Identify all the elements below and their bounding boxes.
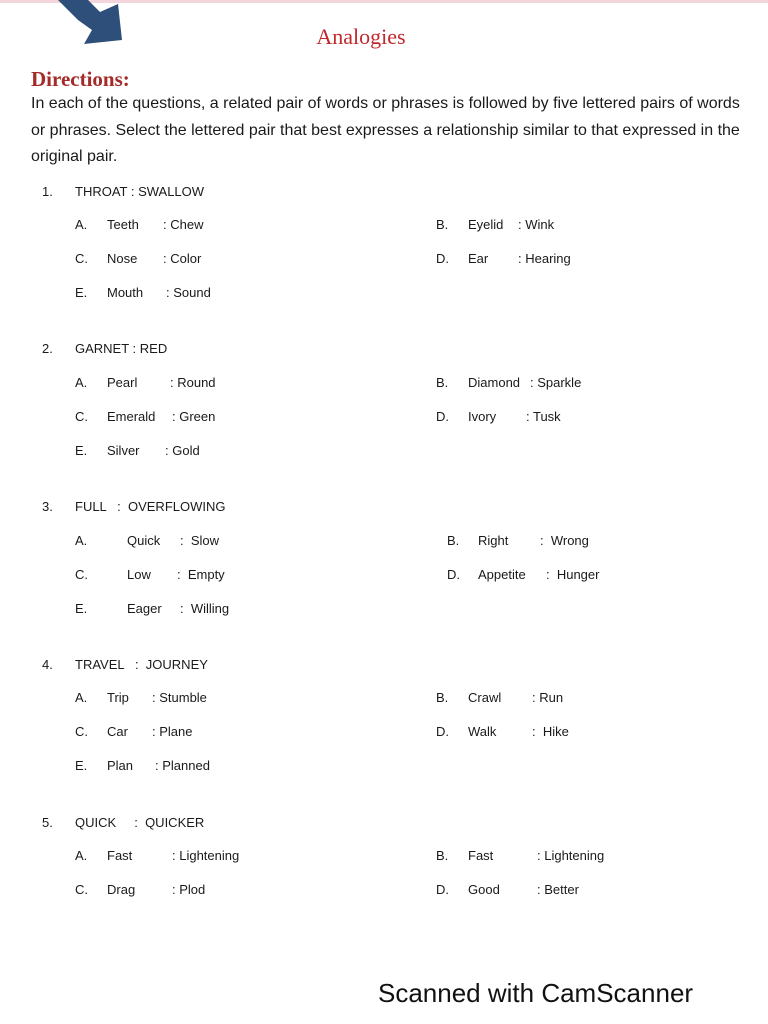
option-letter: C. (75, 567, 88, 582)
option-word: Car (107, 724, 128, 739)
option-word: Trip (107, 690, 129, 705)
question-number: 3. (42, 499, 53, 514)
option-letter: B. (436, 217, 449, 232)
option-pair-word: : Hunger (546, 567, 600, 582)
option-word: Silver (107, 443, 140, 458)
option-word: Drag (107, 882, 136, 897)
option-word: Good (468, 882, 500, 897)
option-pair-word: : Empty (177, 567, 225, 582)
option-word: Pearl (107, 375, 138, 390)
option-pair-word: : Wink (518, 217, 555, 232)
option-word: Appetite (478, 567, 526, 582)
option-pair-word: : Chew (163, 217, 204, 232)
option-pair-word: : Slow (180, 533, 220, 548)
option-pair-word: : Hike (532, 724, 569, 739)
question-number: 2. (42, 341, 53, 356)
option-letter: E. (75, 443, 88, 458)
option-word: Emerald (107, 409, 156, 424)
option-word: Diamond (468, 375, 521, 390)
option-letter: B. (436, 848, 449, 863)
option-letter: C. (75, 724, 88, 739)
option-letter: D. (436, 251, 449, 266)
option-pair-word: : Gold (165, 443, 200, 458)
option-word: Right (478, 533, 509, 548)
option-word: Low (127, 567, 151, 582)
option-pair-word: : Wrong (540, 533, 589, 548)
option-letter: D. (436, 409, 449, 424)
option-pair-word: : Stumble (152, 690, 207, 705)
question-pair: THROAT : SWALLOW (75, 184, 205, 199)
option-letter: D. (447, 567, 460, 582)
option-letter: B. (436, 690, 449, 705)
option-word: Nose (107, 251, 138, 266)
option-pair-word: : Planned (155, 758, 210, 773)
option-letter: B. (447, 533, 460, 548)
option-pair-word: : Hearing (518, 251, 571, 266)
option-word: Eager (127, 601, 162, 616)
option-pair-word: : Sound (166, 285, 211, 300)
option-letter: B. (436, 375, 449, 390)
option-word: Fast (468, 848, 494, 863)
option-letter: A. (75, 217, 88, 232)
option-pair-word: : Tusk (526, 409, 561, 424)
option-pair-word: : Willing (180, 601, 230, 616)
question-pair: TRAVEL : JOURNEY (75, 657, 208, 672)
option-letter: A. (75, 375, 88, 390)
option-letter: A. (75, 533, 88, 548)
directions-text: In each of the questions, a related pair of words or phrases is followed by five lettered pairs of words or phrases. Select the lettered pair that best expresses a relationship similar to that expressed in the original pair. (31, 95, 740, 165)
option-letter: D. (436, 724, 449, 739)
option-pair-word: : Better (537, 882, 579, 897)
option-word: Teeth (107, 217, 139, 232)
option-word: Ear (468, 251, 489, 266)
option-letter: E. (75, 758, 88, 773)
question-pair: GARNET : RED (75, 341, 168, 356)
question-number: 1. (42, 184, 53, 199)
option-pair-word: : Run (532, 690, 564, 705)
option-word: Crawl (468, 690, 502, 705)
option-letter: E. (75, 285, 88, 300)
option-word: Fast (107, 848, 133, 863)
option-word: Plan (107, 758, 134, 773)
option-pair-word: : Green (172, 409, 216, 424)
option-pair-word: : Lightening (537, 848, 605, 863)
option-word: Walk (468, 724, 497, 739)
option-pair-word: : Lightening (172, 848, 240, 863)
option-pair-word: : Sparkle (530, 375, 582, 390)
option-word: Quick (127, 533, 161, 548)
option-pair-word: : Color (163, 251, 202, 266)
option-letter: D. (436, 882, 449, 897)
option-word: Eyelid (468, 217, 504, 232)
option-letter: E. (75, 601, 88, 616)
option-pair-word: : Plane (152, 724, 193, 739)
option-letter: C. (75, 251, 88, 266)
option-word: Mouth (107, 285, 144, 300)
option-letter: C. (75, 882, 88, 897)
page-title: Analogies (316, 24, 406, 49)
directions-heading: Directions: (31, 67, 130, 91)
option-word: Ivory (468, 409, 497, 424)
scanner-watermark: Scanned with CamScanner (378, 978, 694, 1008)
option-letter: A. (75, 690, 88, 705)
question-pair: QUICK : QUICKER (75, 815, 205, 830)
option-letter: A. (75, 848, 88, 863)
option-letter: C. (75, 409, 88, 424)
question-number: 4. (42, 657, 53, 672)
option-pair-word: : Plod (172, 882, 206, 897)
option-pair-word: : Round (170, 375, 216, 390)
question-pair: FULL : OVERFLOWING (75, 499, 226, 514)
question-number: 5. (42, 815, 53, 830)
